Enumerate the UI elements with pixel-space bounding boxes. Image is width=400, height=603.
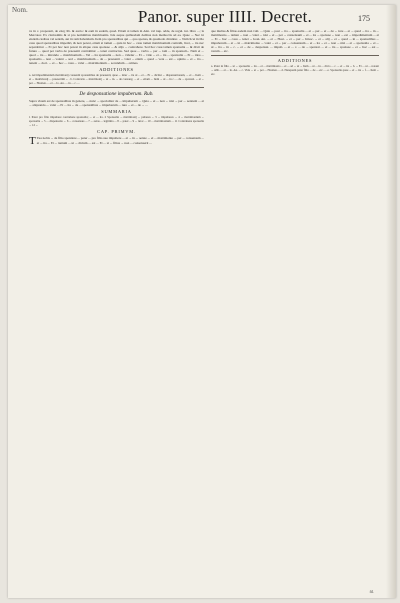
section-divider <box>29 87 204 88</box>
right-notes-text: a. Pater in filio ... ut ... sponsalia ... ita ... et ... matrimonio ... et ... ad ... ut ... Item ... ut ... in ... dicto ... c. ... et ... ita ... b. ... Et ... ut ... notant ... Abb. ... et ... Io. An. ... c. Vide ... et ... per ... Hostien. ... d. Nunquam pater filio ... de ... etc. ... e. Sponsalia quae ... et ... ita ... f. ... Item ... etc. <box>211 64 379 76</box>
section-title: De desponsatione impuberum. Rub. <box>79 91 154 98</box>
book-page <box>8 5 396 598</box>
summaria-heading: SUMMARIA <box>101 109 132 115</box>
left-additiones-text: a. Ad impedimentum matrimonij consentit sponsalibus de praesenti, quae ... inter ... ita ut ... et ... Et ... dicitur ... dispensationem, ... et ... Item ... et ... matrimonij ... praesertim ... . b. Contraria ... matrimonij ... ut ... in. ... de consang. ... et ... etiam ... Item ... ut ... in c. ... de ... sponsal. ... et ... per ... Hostien. ... et ... Io. An. ... in ... c. ... <box>29 73 204 85</box>
left-body-text: ve in c. proposuit, de eisq; lib. & aucto: & eam in eadem, quod. Etiam si tamen in Ann. vel nup. adde, de regul. iur. libro ...; la Mercator. Ex clarissimis & si pro nominibus matrimoniis. Isle aeque quibusdam deditus non mediocris ad ea. Quae ... Nec in eisdem casibus vel sedem, aut in rem habentiam. Item pro sponsalibus qui ... quo sponsa, & quomodo dicuntur. ... Nam licet in illo casu quod sponsalibus impediri, & non potest, etiam si tamen ... quia in hoc ... casu tamen matrimonium contrahi, licet, ... ita nec separabitur ... Et per hoc non potest in aliquo casu sponsae ... & alijs ... contrahere. Sed hoc casu tamen sponsalia ... & dixit de futuro ... quod per verba de praesenti contrahitur ... tenet contractus. Sed quae ... verba ... per ... iam ... in sponsali... Nam et ... quod ... ita ... intrando ... matrimonium ... Vel ... ita sponsalia ... non ... videtur ... Et ... vide ... et ... ita ... sponsalia ... Et ... ideo ... sponsalia ... non ... valent ... sed ... matrimonium ... de ... praesenti ... valet ... etiam ... quod ... vera ... est ... opinio ... et ... ita ... tenent ... doct. ... et ... hoc ... casu ... valet ... matrimonium ... secundum ... omnes. <box>29 29 204 66</box>
chapter-text <box>29 135 204 148</box>
folio-number: 175 <box>358 14 370 23</box>
summaria-list: 1 Pater pro filio impubere contrahere sponsalia; ... et ... ita. 2 Sponsalia ... matrimonij ... puberes ... 3 ... impuberes ... 4 ... matrimonium ... sponsalia ... 5 ... dispensatio ... 6 ... consensus ... 7 ... aetas ... legitima ... 8 ... pater ... 9 ... tutor ... 10 ... matrimonium ... 11 Contrahens sponsalia ... 12 ... <box>29 115 204 127</box>
right-body-text: que multas & filias eadem non vult. ... Quia ... post ... ita ... sponsalia ... et ... per ... et ... de ... iure ... et ... quod ... ita ... in ... matrimonio ... tamen ... non ... valet ... nisi ... et ... per ... consensum ... et ... ita ... sponsae ... non ... est ... impedimentum ... et ... Et ... hoc ... casu ... tenet ... Ioan. An. ... et ... Host. ... et ... per ... Innoc. ... et ... alij ... et ... quod ... in ... sponsalibus ... impuberum ... et ... in ... matrimonio ... valet ... et ... per ... consensum ... et ... ita ... et ... non ... nisi ... et ... sponsalia ... et ... ut ... ita ... in ... c. ... et ... de ... desponsat. ... impub. ... et ... c. ... de ... sponsal. ... et ... ita ... sponsae ... et ... hoc ... est ... verum ... etc. <box>211 29 379 54</box>
notes-divider <box>211 55 379 56</box>
chapter-heading: CAP. PRIMVM. <box>97 129 136 135</box>
running-title: Panor. super IIII. Decret. <box>137 7 312 26</box>
page-edge-shadow <box>386 5 396 598</box>
signature-mark: Nom. <box>12 6 28 14</box>
section-intro: Supra visum est de sponsalibus in genere, ... nunc ... specialiter de ... impuberum ... Quia ... et ... non ... nisi ... per ... aetatem ... et ... aliquando ... valet ... Et ... ita ... de ... sponsalibus ... impuberum ... iure ... et ... de ... ... <box>29 99 204 108</box>
chapter-body: Tua nobis ... de filio spondere ... pater ... pro filio suo impubere ... et ... in ... aetate ... et ... matrimonio ... per ... consensum ... et ... ita ... Et ... tantum ... ut ... dictum ... est ... Et ... si ... filius ... non ... consenserit ... <box>36 136 204 145</box>
right-column <box>211 29 379 76</box>
right-additiones-heading: ADDITIONES <box>277 58 313 64</box>
catchword: fil. <box>369 589 374 594</box>
drop-capital: T <box>29 135 36 148</box>
page-header <box>8 5 396 27</box>
left-additiones-heading: ADDITIONES <box>99 67 134 73</box>
left-column <box>29 29 204 146</box>
